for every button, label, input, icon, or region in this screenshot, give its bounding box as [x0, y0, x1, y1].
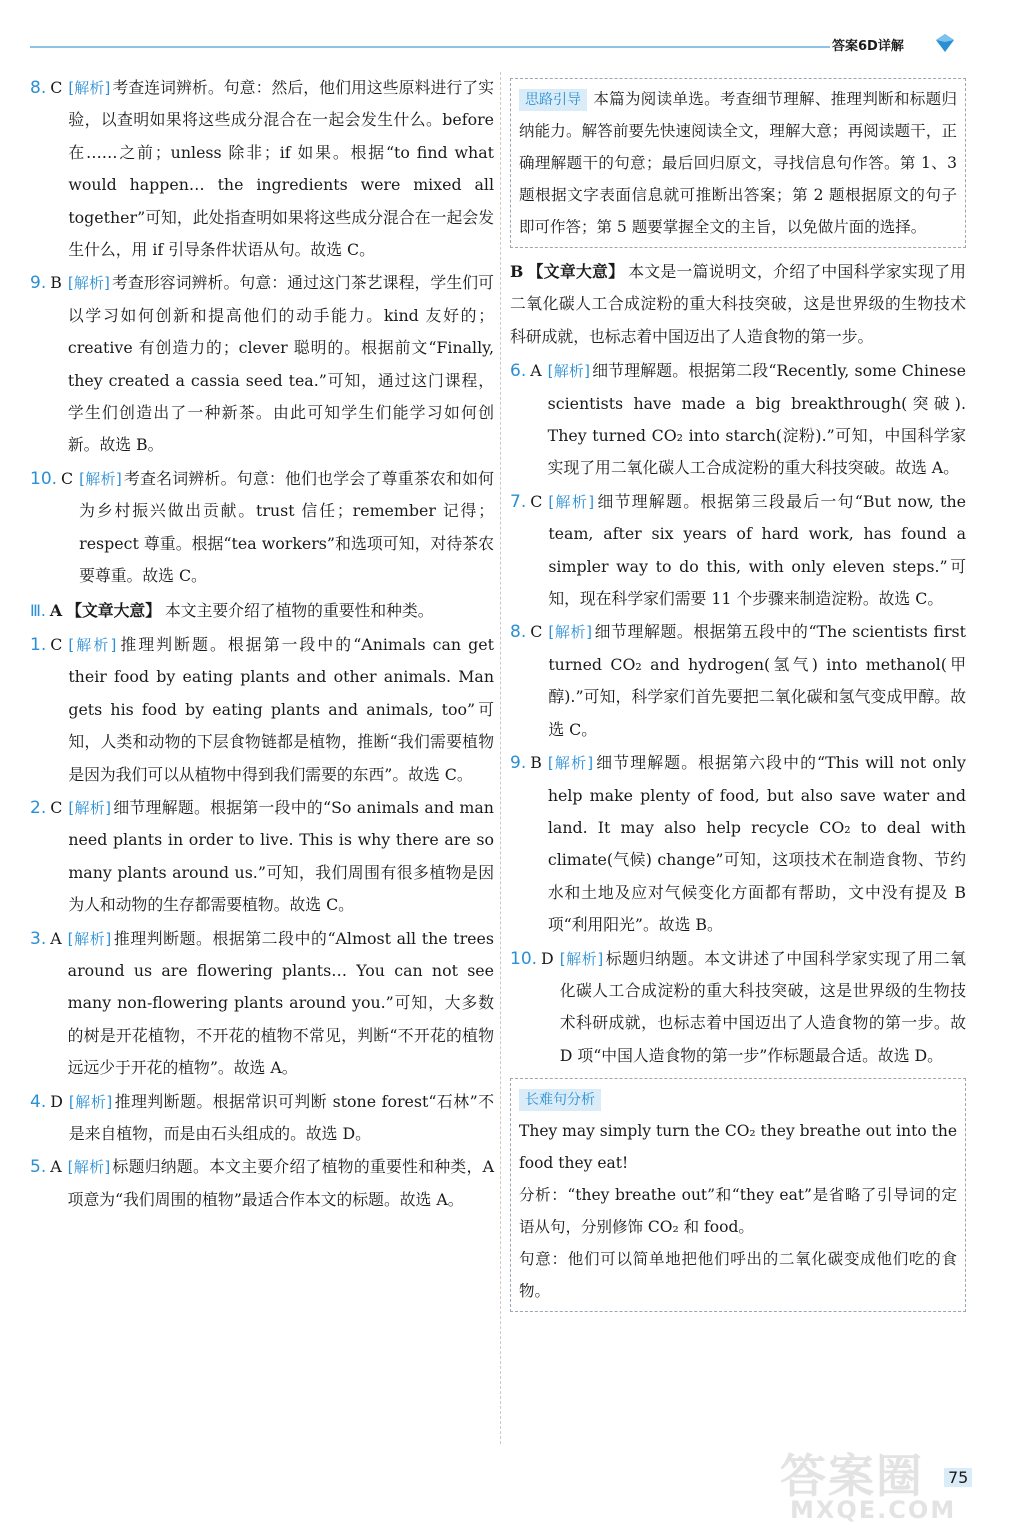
- question-number: 6.: [510, 361, 527, 382]
- watermark-url: MXQE.COM: [790, 1496, 957, 1524]
- answer-letter: C: [530, 491, 543, 511]
- explanation-text: 细节理解题。根据第一段中的“So animals and man need plants in order to live. This is why there are so many plants around us.”可知，我们周围有很多植物是因为人和动物的生存都需要植物。故选 C。: [68, 797, 494, 915]
- summary-tag: 【文章大意】: [66, 600, 161, 620]
- answer-letter: D: [50, 1091, 63, 1111]
- sentence-analysis-header: [519, 1083, 957, 1115]
- answer-letter: C: [50, 797, 63, 817]
- explanation-text: 标题归纳题。本文主要介绍了植物的重要性和种类，A 项意为“我们周围的植物”最适合作本文的标题。故选 A。: [67, 1157, 494, 1209]
- summary-text: 本文是一篇说明文，介绍了中国科学家实现了用二氧化碳人工合成淀粉的重大科技突破，这是世界级的生物技术科研成就，也标志着中国迈出了人造食物的第一步。: [510, 262, 966, 346]
- analysis-tag: [解析]: [548, 623, 592, 642]
- explanation: [548, 355, 966, 485]
- answer-item: [510, 747, 966, 941]
- analysis-tag: [解析]: [68, 635, 117, 654]
- explanation-text: 考查连词辨析。句意：然后，他们用这些原料进行了实验，以查明如果将这些成分混合在一起会发生什么。before 在……之前；unless 除非；if 如果。根据“to find what would happen… the ingredients were mixed all together”可知，此处指查明如果将这些成分混合在一起会发生什么，用 if 引导条件状语从句。故选 C。: [68, 78, 494, 260]
- explanation: [68, 72, 494, 266]
- sentence-analysis-box: [510, 1078, 966, 1312]
- explanation: [560, 943, 966, 1073]
- explanation-text: 细节理解题。根据第六段中的“This will not only help make plenty of food, but also save water and land. It may also help recycle CO₂ to deal with climate(气候) change”可知，这项技术在制造食物、节约水和土地及应对气候变化方面都有帮助，文中没有提及 B 项“利用阳光”。故选 B。: [547, 753, 966, 935]
- explanation: [548, 616, 966, 746]
- analysis-tag: [解析]: [79, 469, 122, 488]
- explanation-text: 标题归纳题。本文讲述了中国科学家实现了用二氧化碳人工合成淀粉的重大科技突破，这是世界级的生物技术科研成就，也标志着中国迈出了人造食物的第一步。故 D 项“中国人造食物的第一步”作标题最合适。故选 D。: [559, 948, 966, 1065]
- answer-letter: A: [50, 928, 62, 948]
- question-number: 2.: [30, 797, 47, 818]
- question-number: 8.: [30, 78, 47, 98]
- answer-item: [30, 923, 494, 1085]
- page-number: 75: [944, 1468, 972, 1487]
- explanation-text: 细节理解题。根据第二段“Recently, some Chinese scientists have made a big breakthrough(突破). They turned CO₂ into starch(淀粉).”可知，中国科学家实现了用二氧化碳人工合成淀粉的重大科技突破。故选 A。: [547, 361, 966, 478]
- answer-letter: A: [530, 361, 542, 381]
- explanation: [68, 629, 494, 791]
- explanation-text: 细节理解题。根据第五段中的“The scientists first turned CO₂ and hydrogen(氢气) into methanol(甲醇).”可知，科学家们首先要把二氧化碳和氢气变成甲醇。故选 C。: [548, 622, 966, 739]
- explanation-text: 考查形容词辨析。句意：通过这门茶艺课程，学生们可以学习如何创新和提高他们的动手能力。kind 友好的；creative 有创造力的；clever 聪明的。根据前文“Finally, they created a cassia seed tea.”可知，通过这门课程，学生们创造出了一种新茶。由此可知学生们能学习如何创新。故选 B。: [67, 273, 494, 455]
- question-number: 10.: [30, 468, 58, 489]
- answer-letter: C: [61, 468, 74, 488]
- answer-letter: A: [50, 1157, 62, 1177]
- answer-item: [30, 792, 494, 922]
- answer-item: [30, 1086, 494, 1151]
- header-rule: [30, 46, 830, 48]
- answer-letter: C: [530, 622, 543, 642]
- analysis-tag: [解析]: [547, 754, 594, 773]
- answer-item: [510, 943, 966, 1073]
- question-number: 1.: [30, 634, 47, 655]
- answer-item: [510, 355, 966, 485]
- answer-item: [30, 267, 494, 461]
- reasoning-guide-title: 思路引导: [519, 89, 587, 111]
- explanation: [68, 1151, 494, 1216]
- analysis-tag: [解析]: [68, 798, 112, 817]
- answer-letter: B: [530, 753, 542, 773]
- question-number: 3.: [30, 928, 47, 949]
- explanation: [79, 463, 494, 593]
- reasoning-guide-text: 本篇为阅读单选。考查细节理解、推理判断和标题归纳能力。解答前要先快速阅读全文，理解大意；再阅读题干，正确理解题干的句意；最后回归原文，寻找信息句作答。第 1、3 题根据文字表面信息就可推断出答案；第 2 题根据原文的句子即可作答；第 5 题要掌握全文的主旨，以免做片面的选择。: [519, 90, 957, 236]
- question-number: 7.: [510, 491, 527, 512]
- reasoning-guide-box: [510, 78, 966, 248]
- answer-item: [30, 463, 494, 593]
- reasoning-guide-content: [519, 83, 957, 243]
- explanation: [68, 923, 494, 1085]
- analysis-tag: [解析]: [67, 274, 110, 293]
- column-divider: [500, 72, 501, 1444]
- analysis-tag: [解析]: [67, 1158, 111, 1177]
- answer-letter: D: [541, 948, 554, 968]
- summary-text: 本文主要介绍了植物的重要性和种类。: [164, 600, 434, 620]
- question-number: 10.: [510, 948, 538, 969]
- gem-icon: [934, 32, 956, 54]
- right-column: [510, 72, 966, 1320]
- explanation-text: 推理判断题。根据常识可判断 stone forest“石林”不是来自植物，而是由石头组成的。故选 D。: [68, 1091, 494, 1143]
- sentence-meaning: 句意：他们可以简单地把他们呼出的二氧化碳变成他们吃的食物。: [519, 1250, 957, 1301]
- question-number: 9.: [30, 273, 47, 294]
- answer-letter: C: [50, 78, 63, 97]
- analysis-tag: [解析]: [67, 929, 112, 948]
- answer-letter: B: [50, 273, 62, 293]
- explanation: [68, 792, 494, 922]
- explanation: [548, 486, 966, 616]
- analysis-tag: [解析]: [548, 492, 595, 511]
- example-sentence: They may simply turn the CO₂ they breathe out into the food they eat!: [519, 1122, 957, 1173]
- explanation-text: 考查名词辨析。句意：他们也学会了尊重茶农和如何为乡村振兴做出贡献。trust 信任；remember 记得；respect 尊重。根据“tea workers”和选项可知，对待茶农要尊重。故选 C。: [79, 468, 494, 586]
- answer-item: [510, 486, 966, 616]
- sentence-analysis: 分析：“they breathe out”和“they eat”是省略了引导词的定语从句，分别修饰 CO₂ 和 food。: [519, 1186, 957, 1237]
- answer-item: [30, 1151, 494, 1216]
- question-number: 5.: [30, 1157, 47, 1178]
- section-iii-summary: [30, 595, 494, 627]
- watermark-logo: 答案圈: [780, 1449, 924, 1503]
- analysis-tag: [解析]: [559, 949, 604, 968]
- answer-item: [30, 629, 494, 791]
- passage-letter: B: [510, 262, 524, 281]
- explanation-text: 细节理解题。根据第三段最后一句“But now, the team, after six years of hard work, has found a simpler way to do this, with only eleven steps.”可知，现在科学家们需要 11 个步骤来制造淀粉。故选 C。: [548, 491, 966, 609]
- analysis-tag: [解析]: [547, 362, 591, 381]
- explanation: [548, 747, 966, 941]
- question-number: 9.: [510, 753, 527, 774]
- question-number: 4.: [30, 1091, 47, 1112]
- summary-tag: 【文章大意】: [527, 262, 625, 281]
- left-column: [30, 72, 494, 1217]
- analysis-tag: [解析]: [68, 1092, 113, 1111]
- header-brand: 答案6D详解: [832, 39, 904, 54]
- question-number: 8.: [510, 622, 527, 643]
- explanation: [69, 1086, 494, 1151]
- explanation-text: 推理判断题。根据第二段中的“Almost all the trees around us are flowering plants… You can not see many non-flowering plants around you.”可知，大多数的树是开花植物，不开花的植物不常见，判断“不开花的植物远远少于开花的植物”。故选 A。: [67, 928, 494, 1078]
- answer-item: [30, 72, 494, 266]
- explanation: [68, 267, 494, 461]
- section-mark: Ⅲ.: [30, 600, 46, 620]
- passage-letter: A: [49, 600, 63, 620]
- sentence-analysis-title: 长难句分析: [519, 1089, 601, 1111]
- analysis-tag: [解析]: [68, 79, 111, 97]
- section-b-summary: [510, 256, 966, 353]
- answer-letter: C: [50, 634, 63, 654]
- explanation-text: 推理判断题。根据第一段中的“Animals can get their food by eating plants and other animals. Man gets his food by eating plants and animals, too”可知，人类和动物的下层食物链都是植物，推断“我们需要植物是因为我们可以从植物中得到我们需要的东西”。故选 C。: [68, 634, 494, 784]
- answer-item: [510, 616, 966, 746]
